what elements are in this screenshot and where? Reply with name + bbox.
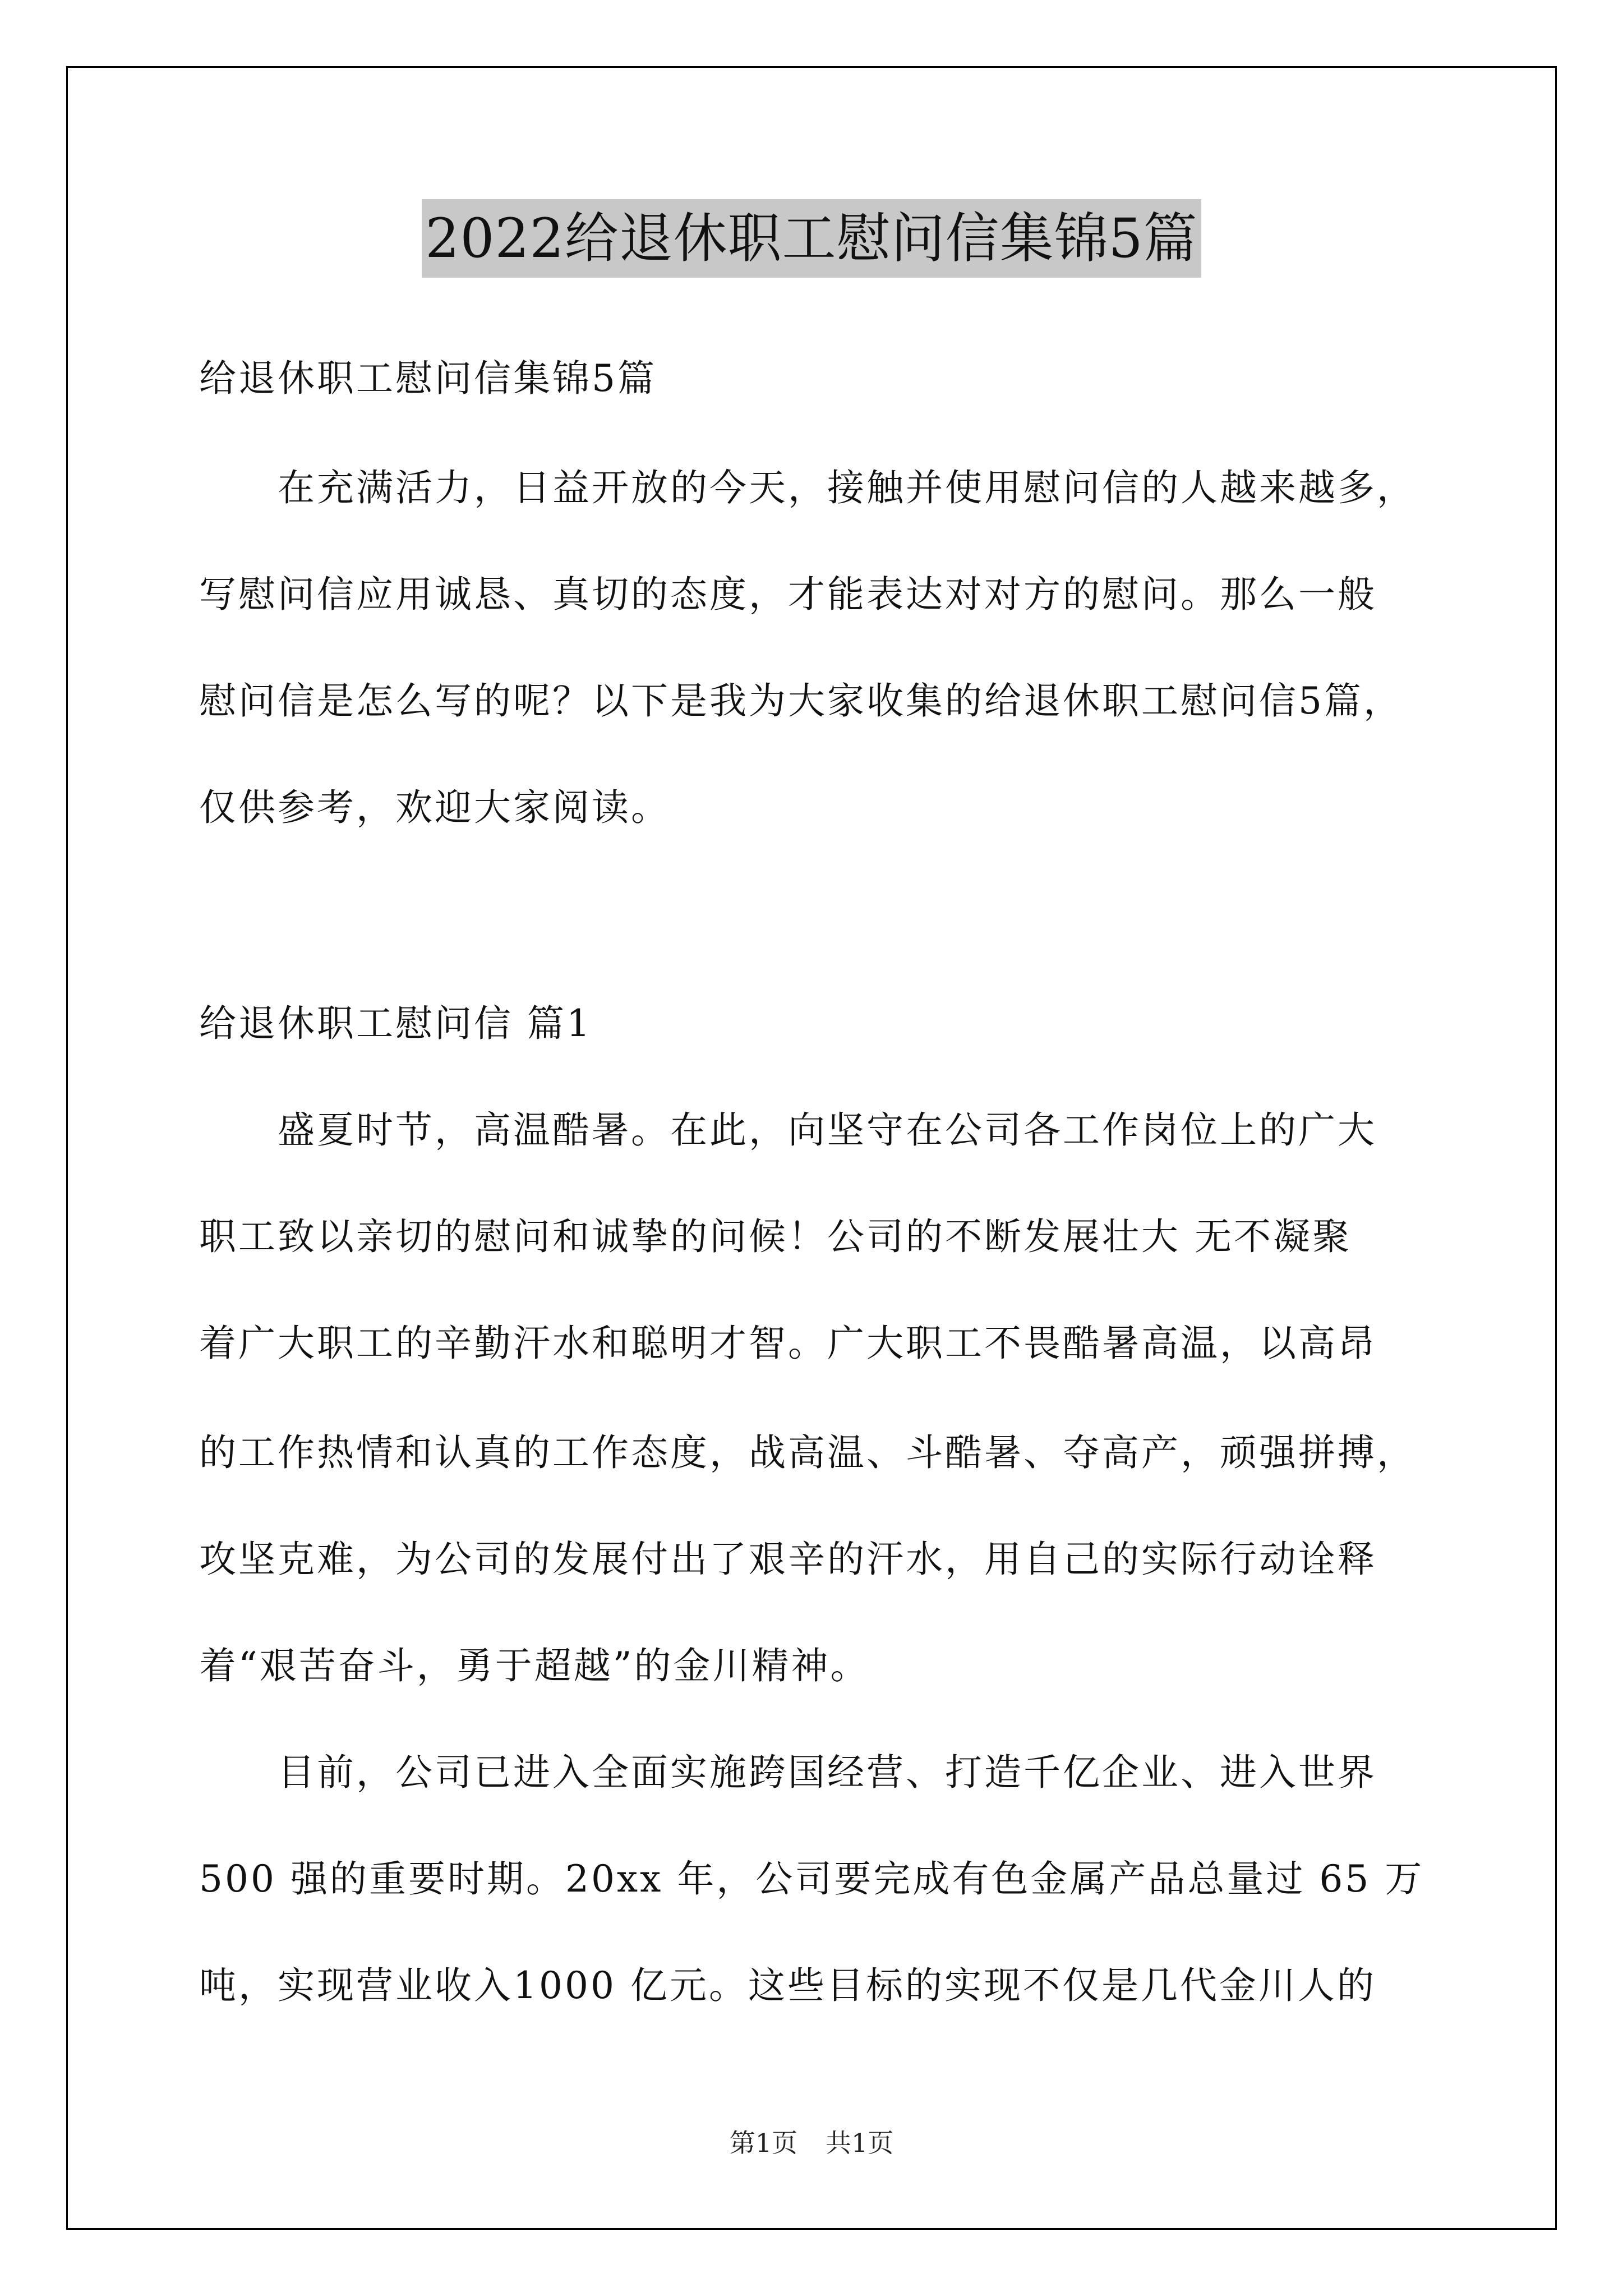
body-line: 吨，实现营业收入1000 亿元。这些目标的实现不仅是几代金川人的 xyxy=(199,1964,1376,2007)
body-line: 500 强的重要时期。20xx 年，公司要完成有色金属产品总量过 65 万 xyxy=(199,1857,1424,1901)
section-heading: 给退休职工慰问信 篇1 xyxy=(199,1002,592,1045)
body-line: 着“艰苦奋斗，勇于超越”的金川精神。 xyxy=(199,1644,870,1687)
body-line: 写慰问信应用诚恳、真切的态度，才能表达对对方的慰问。那么一般 xyxy=(199,573,1377,616)
subtitle-line: 给退休职工慰问信集锦5篇 xyxy=(199,357,657,400)
body-line: 攻坚克难，为公司的发展付出了艰辛的汗水，用自己的实际行动诠释 xyxy=(199,1538,1377,1581)
body-line: 目前，公司已进入全面实施跨国经营、打造千亿企业、进入世界 xyxy=(199,1751,1377,1794)
body-line: 仅供参考，欢迎大家阅读。 xyxy=(199,786,670,829)
body-line: 在充满活力，日益开放的今天，接触并使用慰问信的人越来越多， xyxy=(199,466,1416,509)
body-line: 着广大职工的辛勤汗水和聪明才智。广大职工不畏酷暑高温，以高昂 xyxy=(199,1322,1377,1365)
page-footer xyxy=(0,2126,1623,2160)
body-line: 慰问信是怎么写的呢？以下是我为大家收集的给退休职工慰问信5篇， xyxy=(199,679,1403,723)
page-number: 第1页 xyxy=(729,2128,797,2158)
document-title: 2022给退休职工慰问信集锦5篇 xyxy=(422,199,1201,278)
body-line: 的工作热情和认真的工作态度，战高温、斗酷暑、夺高产，顽强拼搏， xyxy=(199,1431,1416,1474)
page-total: 共1页 xyxy=(826,2128,894,2158)
body-line: 盛夏时节，高温酷暑。在此，向坚守在公司各工作岗位上的广大 xyxy=(199,1108,1377,1152)
body-line: 职工致以亲切的慰问和诚挚的问候！公司的不断发展壮大 无不凝聚 xyxy=(199,1215,1352,1258)
title-container xyxy=(0,199,1623,278)
